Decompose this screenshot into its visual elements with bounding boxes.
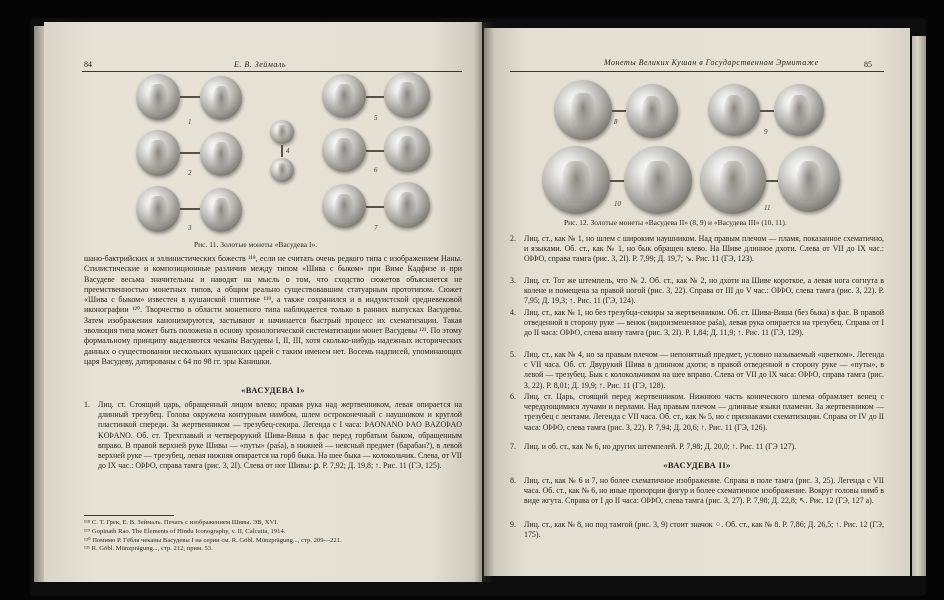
body-paragraph: шано-бактрийских и эллинистических божеств ¹¹⁸, если не считать очень редкого типа с изображением Наны. Стилистические и композиционные различия между типом «Шива с быком» при Виме Кадфизе и при Васудеве весьма значительны и наводят на мысль о том, что сходство сюжетов объясняется не преемственностью монетных типов, а общим реально существовавшим статуарным прототипом. Сюжет «Шива с быком» известен в кушанской глиптике ¹¹⁹, а также сохранился и в индуистской средневековой иконографии ¹²⁰. Творчество в области монетного типа наблюдается только в ранних выпусках Васудевы. Затем изображения канонизируются, застывают и начинается быстрый процесс их схематизации. Такая эволюция типа может быть положена в основу хронологической систематизации монет Васудевы ¹²¹. По этому формальному принципу выделяются чеканы Васудевы I, II, III, хотя сколько-нибудь надежных исторических данных о существовании нескольких кушанских царей с таким именем нет. Восемь надписей, упоминающих царя Васудеву, датированы с 64 по 98 гг. эры Канишки. — [84, 254, 462, 366]
entry-text: Лиц. ст. Стоящий царь, обращенный лицом влево; правая рука над жертвенником, левая опирается на длинный трезубец. Голова окружена контурным нимбом, шлем остроконечный с наушником и круглой пластинкой спереди. За жертвенником — трезубец-секира. Легенда с I часа: ÞAONANO ÞAO BAZOÞAO KOÞANO. Об. ст. Трехглавый и четверорукий Шива-Виша в фас перед горбатым быком, обращенным вправо. В правой верхней руке Шивы — «путы» (paśa), в нижней — неясный предмет (барабан?), в левой верхней руке — трезубец, левая нижняя опирается на горб быка. На шее быка — колокольчик. Слева, от VII до IX час.: OÞÞO, справа тамга (рис. 3, 2I). Слева от ног Шивы: ꝑ. Р. 7,92; Д. 19,8; ↑. Рис. 11 (ГЭ, 125). — [98, 400, 462, 471]
coin-obverse — [700, 146, 766, 214]
section-heading: «ВАСУДЕВА I» — [241, 385, 305, 395]
entry-text: Лиц. ст., как № 6 и 7, но более схематичное изображение. Справа в поле тамга (рис. 3, 25). Легенда с VII часа. Об. ст., как № 6, но иные пропорции фигур и более схематичное изображение. Вокруг головы нимб в виде жгута. Справа от I до II часа: OÞÞO, слева тамга (рис. 3, 27). Р. 7,98; Д. 22,8; ↖. Рис. 12 (ГЭ, 127 а). — [524, 476, 884, 506]
coin-obverse — [136, 74, 180, 120]
coin-reverse — [778, 146, 840, 212]
entry-text: Лиц. ст., как № 1, но без трезубца-секиры за жертвенником. Об. ст. Шива-Виша (без быка) в фас. В правой отведенной в сторону руке — венок (видоизмененное paśa), левая рука опирается на трезубец. Справа от I до II часа: OÞÞO, слева внизу тамга (рис. 3, 2I). Р. 1,84; Д. 11,9; ↑. Рис. 11 (ГЭ, 129). — [524, 308, 884, 338]
coin-obverse — [322, 74, 366, 118]
figure-label: 1 — [188, 118, 192, 126]
footnote: ¹²⁰ Помимо Р. Гёбля чеканы Васудевы I на серии см. R. Göbl. Münzprägung..., стр. 209—221. — [84, 536, 342, 544]
entry-text: Лиц. и об. ст., как № 6, но других штемпелей. Р. 7,98; Д. 20,0; ↑. Рис. 11 (ГЭ 127). — [524, 442, 797, 451]
catalog-entry — [510, 520, 884, 540]
page-number: 84 — [84, 60, 92, 69]
pair-link — [366, 96, 384, 98]
catalog-entry — [510, 234, 884, 265]
footnote-separator — [84, 515, 174, 516]
figure-label: 5 — [374, 114, 378, 122]
footnote: ¹¹⁹ Gopinath Rao. The Elements of Hindu Iconography, v. II, Calcutta, 1914. — [84, 527, 286, 535]
pair-link — [366, 150, 384, 152]
catalog-entry — [510, 308, 884, 339]
coin-obverse — [136, 130, 180, 176]
page-edges-right — [912, 36, 926, 576]
coin-reverse — [774, 84, 824, 136]
coin-obverse — [136, 186, 180, 232]
entry-text: Лиц. ст., как № 8, но под тамгой (рис. 3, 9) стоит значок ⁘. Об. ст., как № 8. Р. 7,86; Д. 26,5; ↑. Рис. 12 (ГЭ, 175). — [524, 520, 884, 540]
entry-number: 1. — [84, 400, 90, 409]
footnotes — [84, 515, 462, 554]
pair-link — [612, 110, 626, 112]
coin-obverse — [322, 128, 366, 172]
figure-label: 4 — [286, 147, 290, 155]
catalog-entry — [510, 442, 884, 452]
figure-label: 11 — [764, 204, 771, 212]
catalog-entry — [510, 276, 884, 307]
left-page — [44, 22, 482, 582]
coin-obverse — [554, 80, 612, 140]
coin-reverse — [200, 188, 242, 232]
running-head: Е. В. Зеймаль — [234, 60, 287, 69]
pair-link — [610, 180, 624, 182]
pair-link — [766, 180, 778, 182]
header-rule — [510, 71, 884, 72]
figure-label: 9 — [764, 128, 768, 136]
coin-reverse — [626, 84, 678, 138]
figure-label: 3 — [188, 224, 192, 232]
figure-label: 6 — [374, 166, 378, 174]
coin-reverse — [624, 146, 692, 214]
coin-obverse — [542, 146, 610, 214]
entry-number: 3. — [510, 276, 516, 285]
right-page — [484, 28, 910, 576]
entry-number: 4. — [510, 308, 516, 317]
book-gutter — [474, 22, 494, 582]
figure-label: 8 — [614, 118, 618, 126]
coin-reverse — [270, 158, 294, 182]
coin-reverse — [384, 182, 430, 228]
entry-text: Лиц. ст., как № 4, но за правым плечом — непонятный предмет, условно называемый «цветком». Легенда с VII часа. Об. ст. Двурукий Шива в длинном дхоти; в правой отведенной в сторону руке — «путы», в левой — трезубец. Бык с колокольчиком на шее вправо. Слева от VII до IX часа: OÞÞO, справа тамга (рис. 3, 22). Р. 8,01; Д. 19,9; ↑. Рис. 11 (ГЭ, 128). — [524, 350, 884, 390]
pair-link — [366, 206, 384, 208]
coin-reverse — [384, 72, 430, 118]
entry-number: 2. — [510, 234, 516, 243]
coin-obverse — [270, 120, 294, 144]
figure-label: 2 — [188, 169, 192, 177]
section-heading: «ВАСУДЕВА II» — [663, 460, 731, 470]
entry-text: Лиц. ст. Тот же штемпель, что № 2. Об. ст., как № 2, но дхоти на Шиве короткое, а левая нога согнута в колене и помещена за правой ногой (рис. 3, 22). Справа от III до V час.: OÞÞO, слева тамга (рис. 3, 22). Р. 7,95; Д. 19,3; ↑. Рис. 11 (ГЭ, 124). — [524, 276, 884, 306]
figure-caption: Рис. 12. Золотые монеты «Васудева II» (8, 9) и «Васудева III» (10, 11). — [564, 218, 787, 227]
running-head: Монеты Великих Кушан в Государственном Эрмитаже — [604, 58, 819, 67]
entry-text: Лиц. ст., как № 1, но шлем с широким наушником. Над правым плечом — пламя, показанное схематично, и языками. Об. ст., как № 1, но бык обращен влево. На Шиве длинное дхоти. Слева от VII до IX час.: OÞÞO, справа тамга (рис. 3, 2I). Р. 7,99; Д. 19,7; ↘. Рис. 11 (ГЭ, 123). — [524, 234, 884, 264]
entry-number: 6. — [510, 392, 516, 401]
page-number: 85 — [864, 60, 872, 69]
pair-link — [180, 152, 200, 154]
figure-label: 7 — [374, 224, 378, 232]
entry-number: 9. — [510, 520, 516, 529]
figure-caption: Рис. 11. Золотые монеты «Васудева I». — [194, 240, 318, 249]
catalog-entry — [84, 400, 462, 471]
entry-number: 8. — [510, 476, 516, 485]
figure-label: 10 — [614, 200, 621, 208]
catalog-entry — [510, 476, 884, 507]
footnote: ¹²¹ R. Göbl. Münzprägung..., стр. 212, прим. 53. — [84, 545, 213, 553]
pair-link — [760, 110, 774, 112]
coin-reverse — [200, 76, 242, 120]
catalog-entry — [510, 392, 884, 433]
coin-obverse — [322, 184, 366, 228]
pair-link — [180, 96, 200, 98]
entry-number: 7. — [510, 442, 516, 451]
catalog-entry — [510, 350, 884, 391]
pair-link — [180, 208, 200, 210]
coin-reverse — [384, 126, 430, 172]
coin-reverse — [200, 132, 242, 176]
footnote: ¹¹⁸ С. Т. Грек, Е. В. Зеймаль. Печать с изображением Шивы. ЭВ, XVI. — [84, 519, 279, 526]
entry-text: Лиц. ст. Царь, стоящий перед жертвенником. Нижнюю часть конического шлема обрамляет венец с чередующимися лучами и перлами. Над правым плечом — длинные языки пламени. За жертвенником — трезубец с лентами. Легенда с VII часа. Об. ст., как № 5, но с признаками схематизации. Справа от IV до II часа: OÞÞO, слева тамга (рис. 3, 22). Р. 7,94; Д. 20,6; ↑. Рис. 11 (ГЭ, 126). — [524, 392, 884, 432]
coin-obverse — [708, 84, 760, 136]
entry-number: 5. — [510, 350, 516, 359]
pair-link — [281, 145, 283, 157]
